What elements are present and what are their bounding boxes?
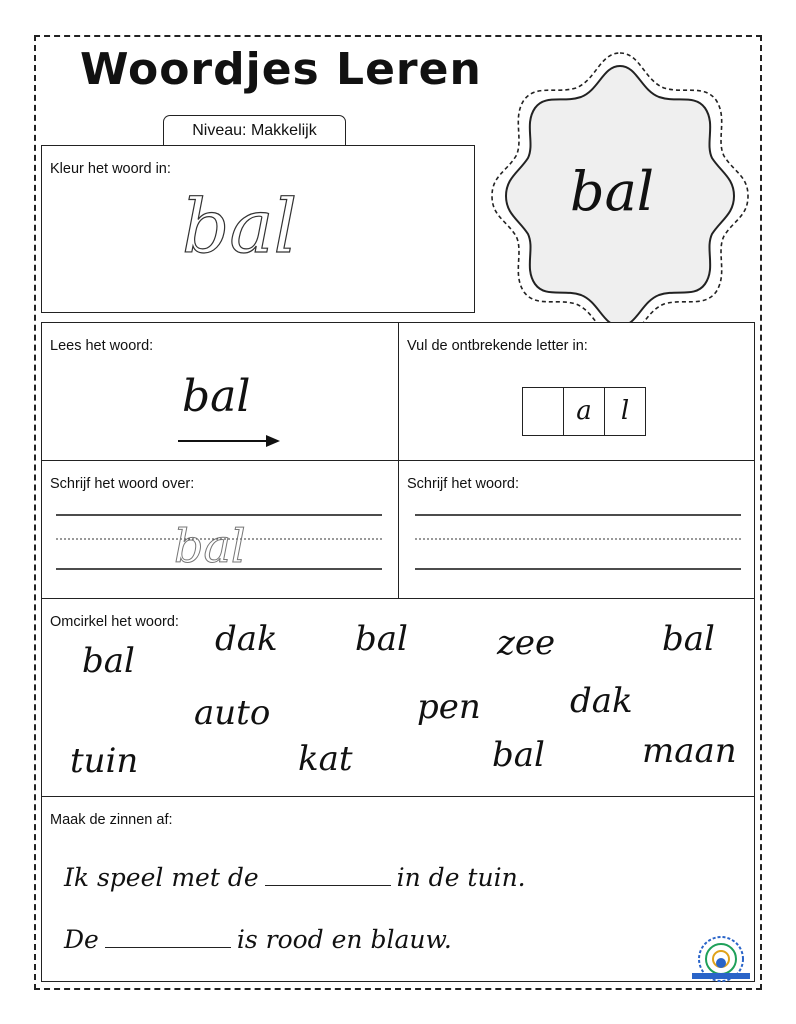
word-option[interactable]: bal <box>662 619 715 659</box>
sentence-1: Ik speel met de in de tuin. <box>64 863 526 892</box>
word-option[interactable]: dak <box>570 681 633 721</box>
level-tab: Niveau: Makkelijk <box>163 115 346 146</box>
trace-word[interactable]: bal <box>174 519 246 573</box>
read-box <box>41 322 399 461</box>
sentence-2: De is rood en blauw. <box>64 925 452 954</box>
word-option[interactable]: tuin <box>70 741 139 781</box>
letter-cell-3: l <box>604 387 646 436</box>
word-option[interactable]: auto <box>194 693 271 733</box>
write-lines[interactable] <box>399 461 756 600</box>
sentences-label: Maak de zinnen af: <box>50 812 173 828</box>
word-option[interactable]: maan <box>642 731 737 771</box>
sentence-1-blank[interactable] <box>265 865 391 886</box>
missing-letter-box <box>398 322 755 461</box>
word-option[interactable]: bal <box>82 641 135 681</box>
write-box <box>398 460 755 599</box>
word-option[interactable]: pen <box>417 687 481 727</box>
letter-cell-1[interactable] <box>522 387 564 436</box>
peacock-logo-icon <box>688 929 754 981</box>
color-in-box <box>41 145 475 313</box>
sentences-box <box>41 796 755 982</box>
page-title: Woordjes Leren <box>80 44 482 95</box>
write-label: Schrijf het woord: <box>407 476 520 492</box>
trace-label: Schrijf het woord over: <box>50 476 195 492</box>
circle-words-label: Omcirkel het woord: <box>50 614 179 630</box>
badge-word: bal <box>570 160 655 223</box>
read-arrow <box>178 431 298 451</box>
circle-words-box <box>41 598 755 797</box>
missing-letter-label: Vul de ontbrekende letter in: <box>407 338 588 354</box>
word-option[interactable]: bal <box>492 735 545 775</box>
read-word: bal <box>182 371 251 422</box>
word-option[interactable]: kat <box>298 739 353 779</box>
word-option[interactable]: dak <box>215 619 278 659</box>
letter-cell-2: a <box>563 387 605 436</box>
trace-box <box>41 460 399 599</box>
read-label: Lees het woord: <box>50 338 154 354</box>
word-option[interactable]: zee <box>497 623 556 663</box>
color-in-label: Kleur het woord in: <box>50 161 171 177</box>
sentence-2-blank[interactable] <box>105 927 231 948</box>
word-option[interactable]: bal <box>355 619 408 659</box>
outline-word[interactable]: bal <box>182 184 298 270</box>
